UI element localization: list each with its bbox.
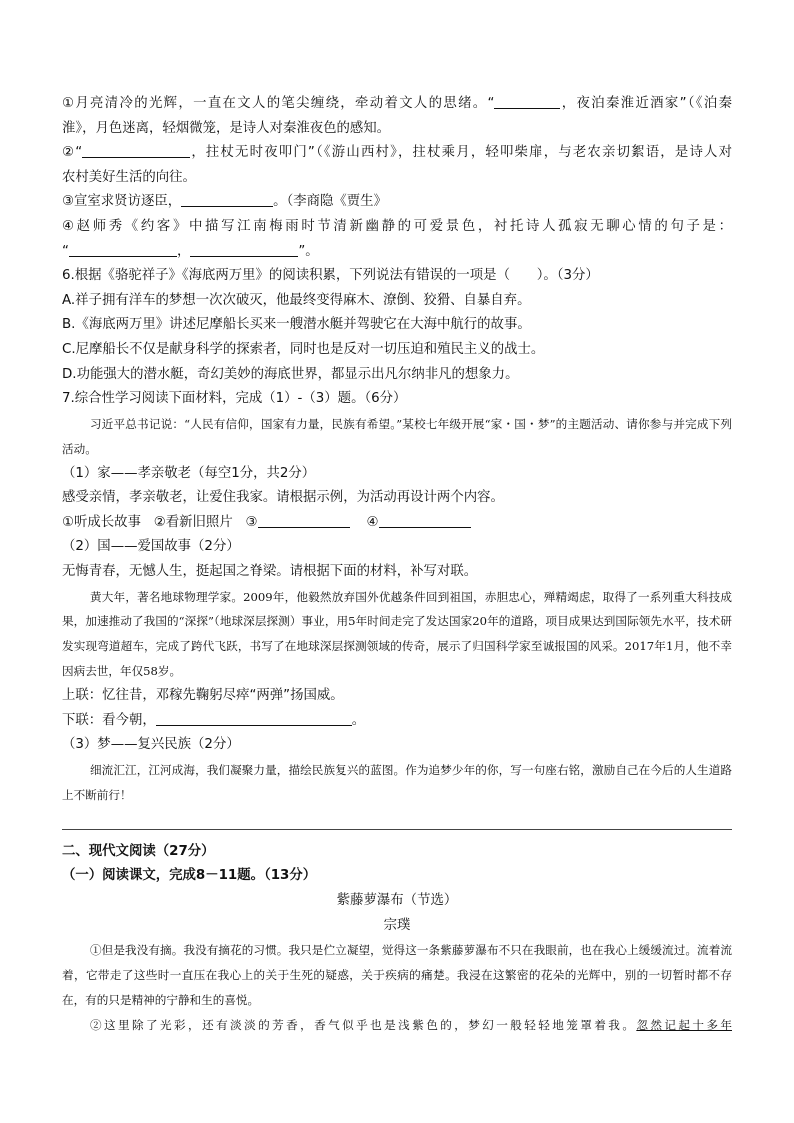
answer-blank[interactable] [69,242,177,257]
poetry-line-5: ③宣室求贤访逐臣， 。（李商隐《贾生》 [62,194,387,210]
article-author: 宗璞 [383,917,411,933]
answer-blank[interactable] [494,94,560,109]
q7-intro: 习近平总书记说：“人民有信仰，国家有力量，民族有希望。”某校七年级开展“家・国・梦”的主题活动、请你参与并完成下列活动。 [62,416,732,456]
answer-blank[interactable] [156,711,352,726]
poetry-line-3: ②“ ，拄杖无时夜叩门”（《游山西村》，拄杖乘月，轻叩柴扉，与老农亲切絮语，是诗人对 [62,145,732,161]
q6-option-b[interactable]: B.《海底两万里》讲述尼摩船长买来一艘潜水艇并驾驶它在大海中航行的故事。 [62,317,531,333]
q7-part1-text: 感受亲情，孝亲敬老，让爱住我家。请根据示例，为活动再设计两个内容。 [62,490,504,506]
answer-blank[interactable] [379,513,471,528]
section2-title: 二、现代文阅读（27分） [62,843,215,859]
article-paragraph-1: ①但是我没有摘。我没有摘花的习惯。我只是伫立凝望，觉得这一条紫藤萝瀑布不只在我眼前，也在我心上缓缓流过。流着流着，它带走了这些时一直压在我心上的关于生死的疑惑，关于疾病的痛楚。我浸在这繁密的花朵的光辉中，别的一切暂时都不存在，有的只是精神的宁静和生的喜悦。 [62,943,732,1007]
q6-option-a[interactable]: A.祥子拥有洋车的梦想一次次破灭，他最终变得麻木、潦倒、狡猾、自暴自弃。 [62,292,531,308]
underlined-sentence: 忽然记起十多年 [636,1017,732,1032]
q7-stem: 7.综合性学习阅读下面材料，完成（1）-（3）题。（6分） [62,391,407,407]
q7-part2-text: 无悔青春，无憾人生，挺起国之脊梁。请根据下面的材料，补写对联。 [62,563,478,579]
section2-subtitle: （一）阅读课文，完成8－11题。（13分） [62,868,317,884]
poetry-line-2: 淮》，月色迷离，轻烟微笼，是诗人对秦淮夜色的感知。 [62,120,391,136]
q7-part3-text: 细流汇江，江河成海，我们凝聚力量，描绘民族复兴的蓝图。作为追梦少年的你，写一句座右铭，激励自己在今后的人生道路上不断前行！ [62,762,732,802]
q6-stem: 6.根据《骆驼祥子》《海底两万里》的阅读积累，下列说法有错误的一项是（ ）。（3分） [62,268,599,284]
q6-option-d[interactable]: D.功能强大的潜水艇，奇幻美妙的海底世界，都显示出凡尔纳非凡的想象力。 [62,366,519,382]
article-paragraph-2: ②这里除了光彩，还有淡淡的芳香，香气似乎也是浅紫色的，梦幻一般轻轻地笼罩着我。忽然记起十多年 [90,1017,732,1032]
section-divider [62,829,732,830]
poetry-line-7: “ ， ”。 [62,243,319,259]
article-title: 紫藤萝瀑布（节选） [336,892,458,908]
poetry-line-1: ①月亮清冷的光辉，一直在文人的笔尖缠绕，牵动着文人的思绪。“ ，夜泊秦淮近酒家”（《泊秦 [62,96,732,111]
answer-blank[interactable] [258,513,350,528]
answer-blank[interactable] [82,143,190,158]
answer-blank[interactable] [181,192,273,207]
poetry-line-6: ④赵师秀《约客》中描写江南梅雨时节清新幽静的可爱景色，衬托诗人孤寂无聊心情的句子是： [62,218,732,234]
q6-option-c[interactable]: C.尼摩船长不仅是献身科学的探索者，同时也是反对一切压迫和殖民主义的战士。 [62,341,545,357]
q7-part1-items: ①听成长故事 ②看新旧照片 ③ ④ [62,511,732,536]
poetry-line-4: 农村美好生活的向往。 [62,169,196,185]
answer-blank[interactable] [190,242,298,257]
q7-couplet-down: 下联：看今朝， 。 [62,712,366,728]
q7-couplet-up: 上联：忆往昔，邓稼先鞠躬尽瘁“两弹”扬国威。 [62,688,344,704]
q7-part2-material: 黄大年，著名地球物理学家。2009年，他毅然放弃国外优越条件回到祖国，赤胆忠心，殚精竭虑，取得了一系列重大科技成果，加速推动了我国的“深探”（地球深层探测）事业，用5年时间走完了发达国家20年的道路，项目成果达到国际领先水平，技术研发实现弯道超车，完成了跨代飞跃，书写了在地球深层探测领域的传奇，展示了归国科学家至诚报国的风采。2017年1月，他不幸因病去世，年仅58岁。 [62,589,732,679]
document-page [62,92,732,1038]
q7-part2-title: （2）国——爱国故事（2分） [62,539,240,555]
q7-part1-title: （1）家——孝亲敬老（每空1分，共2分） [62,465,316,481]
q7-part3-title: （3）梦——复兴民族（2分） [62,737,240,753]
